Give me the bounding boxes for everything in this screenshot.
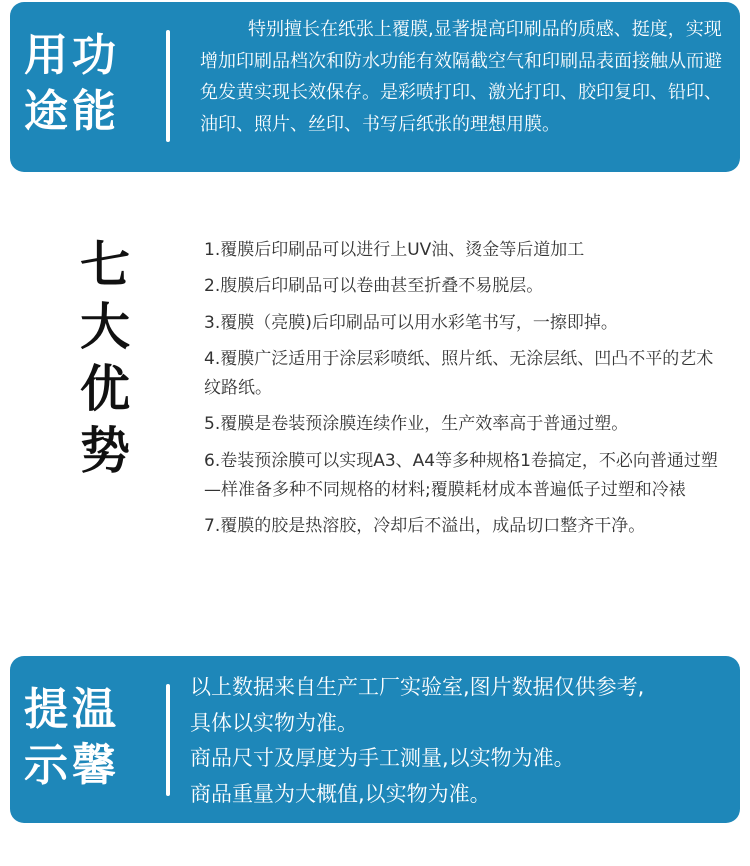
divider [166, 684, 170, 796]
usage-panel [10, 2, 740, 172]
advantages-title [70, 234, 140, 482]
notice-item: 以上数据来自生产工厂实验室,图片数据仅供参考, [190, 675, 645, 699]
advantage-item: 7.覆膜的胶是热溶胶，冷却后不溢出，成品切口整齐干净。 [204, 516, 646, 537]
usage-title [24, 28, 152, 140]
usage-title-line: 用功 [24, 30, 120, 81]
usage-title-line: 途能 [24, 86, 120, 137]
notice-item: 商品重量为大概值,以实物为准。 [190, 781, 491, 806]
advantage-item: 1.覆膜后印刷品可以进行上UV油、烫金等后道加工 [204, 240, 585, 260]
notice-title-line: 提温 [24, 684, 120, 735]
notice-item: 具体以实物为准。 [190, 710, 358, 735]
divider [166, 30, 170, 142]
advantages-list [204, 236, 724, 549]
advantages-title-char: 势 [80, 422, 130, 480]
advantage-item: 6.卷装预涂膜可以实现A3、A4等多种规格1卷搞定，不必向普通过塑—样准备多种不同规格的材料;覆膜耗材成本普遍低子过塑和冷裱 [204, 450, 718, 501]
advantages-title-char: 七 [80, 236, 130, 294]
advantage-item: 2.腹膜后印刷品可以卷曲甚至折叠不易脱层。 [204, 276, 544, 297]
advantages-title-char: 大 [80, 298, 130, 356]
notice-item: 商品尺寸及厚度为手工测量,以实物为准。 [190, 746, 575, 770]
usage-description: 特别擅长在纸张上覆膜,显著提高印刷品的质感、挺度，实现增加印刷品档次和防水功能有效隔截空气和印刷品表面接触从而避免发黄实现长效保存。是彩喷打印、激光打印、胶印复印、铅印、油印、照片、丝印、书写后纸张的理想用膜。 [200, 19, 722, 135]
advantage-item: 3.覆膜（亮膜)后印刷品可以用水彩笔书写，一擦即掉。 [204, 312, 618, 333]
advantage-item: 4.覆膜广泛适用于涂层彩喷纸、照片纸、无涂层纸、凹凸不平的艺术纹路纸。 [204, 348, 714, 399]
notice-title [24, 682, 152, 794]
notice-panel [10, 656, 740, 823]
notice-title-line: 示馨 [24, 740, 120, 791]
notice-list [190, 670, 730, 812]
advantage-item: 5.覆膜是卷装预涂膜连续作业，生产效率高于普通过塑。 [204, 414, 629, 435]
advantages-title-char: 优 [80, 360, 130, 418]
